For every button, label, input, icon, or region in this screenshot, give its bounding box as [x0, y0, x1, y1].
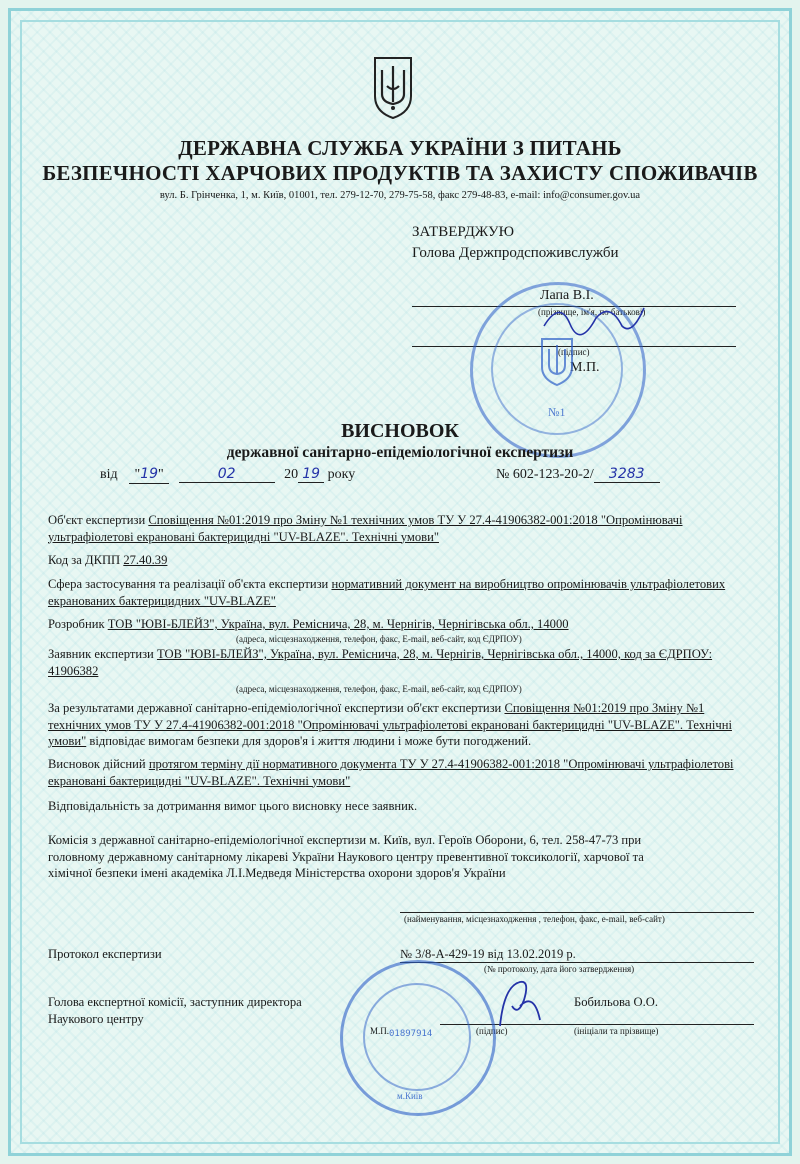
org-title-line1: ДЕРЖАВНА СЛУЖБА УКРАЇНИ З ПИТАНЬ: [178, 136, 622, 160]
approval-block: [412, 222, 619, 264]
head-label: Голова експертної комісії, заступник директора Наукового центру: [48, 995, 302, 1026]
coat-of-arms-icon: [372, 56, 414, 120]
approver-position: Голова Держпродспоживслужби: [412, 245, 619, 261]
result-suffix: відповідає вимогам безпеки для здоров'я і життя людини і може бути погоджений.: [89, 734, 532, 748]
approver-mp: М.П.: [570, 360, 600, 375]
scope-label: Сфера застосування та реалізації об'єкта експертизи: [48, 577, 329, 591]
stamp-number: №1: [548, 405, 566, 419]
year-suffix: 19: [298, 466, 324, 483]
developer-value: ТОВ "ЮВІ-БЛЕЙЗ", Україна, вул. Ремісничa, 28, м. Чернігів, Чернігівська обл., 14000: [107, 617, 569, 631]
result-prefix: За результатами державної санітарно-епідеміологічної експертизи об'єкт експертизи: [48, 701, 502, 715]
validity-value: протягом терміну дії нормативного документа ТУ У 27.4-41906382-001:2018 "Опромінювачі ультрафіолетові екрановані бактерицидні "UV-BLAZE". Технічні умови": [48, 757, 734, 788]
protocol-label: Протокол експертизи: [48, 947, 162, 961]
responsibility-note: Відповідальність за дотримання вимог цього висновку несе заявник.: [48, 799, 418, 813]
applicant-field: [48, 646, 754, 679]
commission-stamp: [340, 960, 496, 1116]
protocol-line: [400, 962, 754, 963]
year-prefix: 20: [284, 467, 299, 482]
code-label: Код за ДКПП: [48, 553, 121, 567]
date-day: 19: [140, 466, 159, 482]
approver-name-caption: (прізвище, ім'я, по батькові): [538, 307, 646, 317]
object-label: Об'єкт експертизи: [48, 513, 146, 527]
commission-caption: (найменування, місцезнаходження , телефон, факс, e-mail, веб-сайт): [404, 914, 665, 924]
approver-signature: [540, 296, 650, 342]
object-value: Сповіщення №01:2019 про Зміну №1 технічних умов ТУ У 27.4-41906382-001:2018 "Опромінювачі ультрафіолетові екрановані бактерицидні "UV-BLAZE". Технічні умови": [48, 513, 683, 544]
head-mp: М.П.: [370, 1026, 390, 1036]
number-prefix: № 602-123-20-2/: [496, 467, 594, 482]
validity-field: [48, 756, 754, 789]
head-name-caption: (ініціали та прізвище): [574, 1026, 659, 1036]
applicant-caption: (адреса, місцезнаходження, телефон, факс, E-mail, веб-сайт, код ЄДРПОУ): [236, 684, 522, 694]
conclusion-date-line: від "19" 02 20 19 року: [100, 466, 356, 482]
validity-label: Висновок дійсний: [48, 757, 146, 771]
head-signature: [490, 976, 550, 1032]
approve-word: ЗАТВЕРДЖУЮ: [412, 224, 515, 240]
object-field: [48, 512, 754, 545]
protocol-value: № 3/8-А-429-19 від 13.02.2019 р.: [400, 947, 576, 961]
org-address: вул. Б. Грінченка, 1, м. Київ, 01001, тел. 279-12-70, 279-75-58, факс 279-48-83, e-mail: info@consumer.gov.ua: [159, 190, 641, 201]
scope-field: [48, 576, 754, 609]
approver-name: Лапа В.І.: [540, 288, 594, 303]
result-field: [48, 700, 754, 750]
commission-line: [400, 912, 754, 913]
stamp-city: м.Київ: [397, 1091, 423, 1101]
developer-label: Розробник: [48, 617, 105, 631]
code-value: 27.40.39: [123, 553, 168, 567]
date-month: 02: [179, 466, 275, 483]
protocol-caption: (№ протоколу, дата його затвердження): [484, 964, 635, 974]
number-handwritten: 3283: [594, 466, 660, 483]
applicant-label: Заявник експертизи: [48, 647, 154, 661]
approver-signature-caption: (підпис): [558, 347, 590, 357]
result-object: Сповіщення №01:2019 про Зміну №1 технічних умов ТУ У 27.4-41906382-001:2018 "Опромінювачі ультрафіолетові екрановані бактерицидні "UV-BLAZE". Технічні умови": [48, 701, 732, 748]
code-field: [48, 552, 754, 569]
scope-value: нормативний документ на виробництво опромінювачів ультрафіолетових екранованих бактерицидних "UV-BLAZE": [48, 577, 726, 608]
applicant-value: ТОВ "ЮВІ-БЛЕЙЗ", Україна, вул. Ремісничa, 28, м. Чернігів, Чернігівська обл., 14000, код за ЄДРПОУ: 41906382: [48, 647, 713, 678]
head-name: Бобильова О.О.: [574, 995, 659, 1009]
conclusion-subtitle: державної санітарно-епідеміологічної експертизи: [226, 444, 574, 461]
commission-text: Комісія з державної санітарно-епідеміологічної експертизи м. Київ, вул. Героїв Оборони, 6, тел. 258-47-73 при головному державному санітарному лікареві України Наукового центру превентивної токсикології, харчової та хімічної безпеки імені академіка Л.І.Медведя Міністерства охорони здоров'я України: [48, 833, 644, 880]
conclusion-title: ВИСНОВОК: [341, 420, 459, 442]
year-word: року: [327, 467, 356, 482]
conclusion-number: [496, 466, 660, 483]
developer-field: [48, 616, 754, 633]
org-title-line2: БЕЗПЕЧНОСТІ ХАРЧОВИХ ПРОДУКТІВ ТА ЗАХИСТУ СПОЖИВАЧІВ: [42, 161, 758, 185]
stamp-code: 01897914: [389, 1029, 433, 1039]
date-prefix: від: [100, 467, 118, 482]
developer-caption: (адреса, місцезнаходження, телефон, факс, E-mail, веб-сайт, код ЄДРПОУ): [236, 634, 522, 644]
stamp-trident-icon: [539, 337, 575, 387]
head-signature-caption: (підпис): [476, 1026, 508, 1036]
